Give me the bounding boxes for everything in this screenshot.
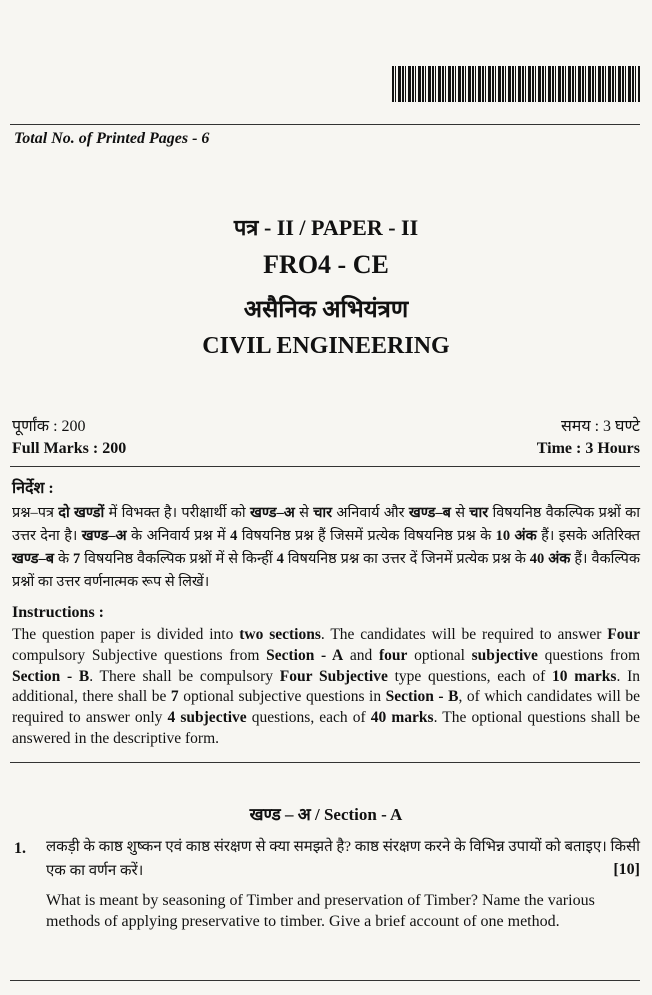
hindi-instructions-heading: निर्देश :	[12, 480, 54, 497]
full-marks: Full Marks : 200	[12, 440, 127, 457]
section-divider	[10, 762, 640, 763]
time-allowed: Time : 3 Hours	[536, 440, 640, 457]
subject-title: CIVIL ENGINEERING	[202, 333, 450, 359]
top-divider	[10, 124, 640, 125]
instructions-heading: Instructions :	[12, 604, 105, 621]
marks-hindi: पूर्णांक : 200	[12, 418, 86, 435]
paper-title: पत्र - II / PAPER - II	[233, 215, 419, 240]
question-marks: [10]	[613, 861, 640, 878]
paper-code: FRO4 - CE	[263, 250, 389, 279]
time-hindi: समय : 3 घण्टे	[560, 418, 640, 435]
bottom-divider	[10, 980, 640, 981]
marks-time-hindi-row	[12, 414, 640, 436]
marks-time-row	[12, 440, 640, 458]
question-english: What is meant by seasoning of Timber and preservation of Timber? Name the various methods of applying preservative to timber. Give a brief account of one method.	[46, 892, 595, 930]
section-a-heading: खण्ड – अ / Section - A	[249, 805, 403, 824]
subject-hindi: असैनिक अभियंत्रण	[243, 297, 409, 323]
barcode	[392, 66, 640, 102]
instructions-divider	[10, 466, 640, 467]
printed-pages: Total No. of Printed Pages - 6	[14, 130, 210, 147]
hindi-instructions-text: प्रश्न–पत्र दो खण्डों में विभक्त है। परीक्षार्थी को खण्ड–अ से चार अनिवार्य और खण्ड–ब से चार विषयनिष्ठ वैकल्पिक प्रश्नों का उत्तर देना है। खण्ड–अ के अनिवार्य प्रश्न में 4 विषयनिष्ठ प्रश्न हैं जिसमें प्रत्येक विषयनिष्ठ प्रश्न के 10 अंक हैं। इसके अतिरिक्त खण्ड–ब के 7 विषयनिष्ठ वैकल्पिक प्रश्नों में से किन्हीं 4 विषयनिष्ठ प्रश्न का उत्तर दें जिनमें प्रत्येक प्रश्न के 40 अंक हैं। वैकल्पिक प्रश्नों का उत्तर वर्णनात्मक रूप से लिखें।	[12, 505, 641, 590]
instructions-text: The question paper is divided into two sections. The candidates will be required to answer Four compulsory Subjective questions from Section - A and four optional subjective questions from Section - B. There shall be compulsory Four Subjective type questions, each of 10 marks. In additional, there shall be 7 optional subjective questions in Section - B, of which candidates will be required to answer only 4 subjective questions, each of 40 marks. The optional questions shall be answered in the descriptive form.	[12, 626, 641, 747]
question-hindi: लकड़ी के काष्ठ शुष्कन एवं काष्ठ संरक्षण से क्या समझते है? काष्ठ संरक्षण करने के विभिन्न उपायों को बताइए। किसी एक का वर्णन करें।	[46, 839, 640, 879]
question-number: 1.	[14, 840, 26, 857]
